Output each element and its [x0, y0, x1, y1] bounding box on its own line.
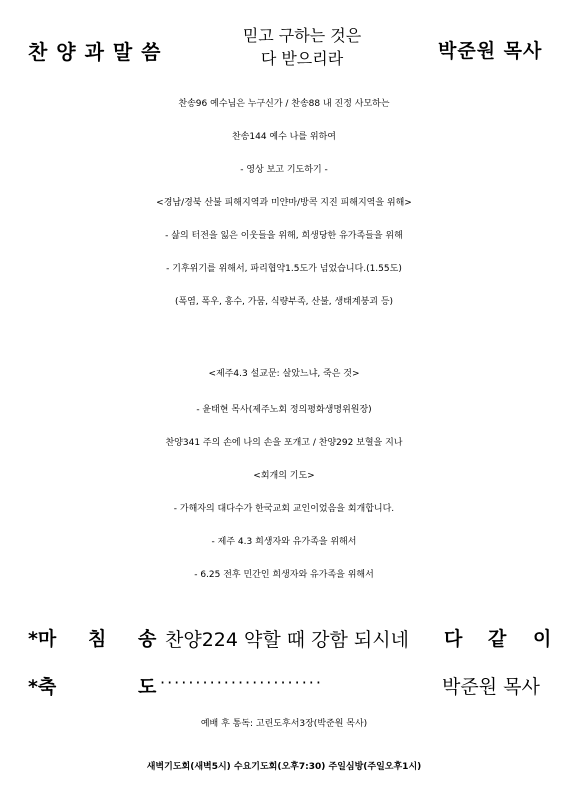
sermon-title [222, 24, 382, 70]
closing-song-title: 찬양224 약할 때 강함 되시네 [165, 629, 409, 651]
prayer-item-1: - 삶의 터전을 잃은 이웃들을 위해, 희생당한 유가족들을 위해 [165, 231, 403, 241]
benediction-leader-dots: ······················· [160, 673, 323, 692]
repentance-item-3: - 6.25 전후 민간인 희생자와 유가족을 위해서 [194, 570, 374, 580]
prayer-topic-heading: <경남/경북 산불 피해지역과 미얀마/방콕 지진 피해지역을 위해> [156, 198, 412, 208]
reading-note: 예배 후 통독: 고린도후서3장(박준원 목사) [200, 719, 368, 729]
sermon-author: - 윤태현 목사(제주노회 정의평화생명위원장) [196, 405, 372, 415]
closing-song-end-b: 같 [488, 628, 507, 650]
repentance-heading: <회개의 기도> [253, 471, 315, 481]
hymn-line-1: 찬송96 예수님은 누구신가 / 찬송88 내 진정 사모하는 [178, 99, 390, 109]
sermon-title-line1: 믿고 구하는 것은 [242, 26, 362, 45]
sermon-heading: <제주4.3 설교문: 살았느냐, 죽은 것> [208, 369, 360, 379]
repentance-item-1: - 가해자의 대다수가 한국교회 교인이었음을 회개합니다. [173, 504, 395, 514]
hymn-line-3: 찬양341 주의 손에 나의 손을 포개고 / 찬양292 보혈을 지나 [165, 438, 403, 448]
repentance-item-2: - 제주 4.3 희생자와 유가족을 위해서 [211, 537, 357, 547]
benediction-label-b: 도 [138, 676, 157, 698]
video-prayer-line: - 영상 보고 기도하기 - [240, 165, 328, 175]
sermon-title-line2: 다 받으리라 [260, 49, 344, 68]
meeting-schedule: 새벽기도회(새벽5시) 수요기도회(오후7:30) 주일심방(주일오후1시) [146, 762, 422, 772]
prayer-item-2: - 기후위기를 위해서, 파리협약1.5도가 넘었습니다.(1.55도) [166, 264, 402, 274]
preacher-name: 박준원 목사 [438, 40, 543, 62]
benediction-name: 박준원 목사 [442, 676, 540, 698]
order-title: 찬 양 과 말 씀 [28, 40, 162, 64]
prayer-item-3: (폭염, 폭우, 홍수, 가뭄, 식량부족, 산불, 생태계붕괴 등) [174, 297, 394, 307]
benediction-label-a: *축 [28, 676, 57, 698]
closing-song-label-a: *마 [28, 628, 57, 650]
closing-song-label-c: 송 [138, 628, 157, 650]
closing-song-label-b: 침 [88, 628, 107, 650]
closing-song-end-a: 다 [444, 628, 463, 650]
closing-song-end-c: 이 [533, 628, 552, 650]
hymn-line-2: 찬송144 예수 나를 위하여 [231, 132, 336, 142]
